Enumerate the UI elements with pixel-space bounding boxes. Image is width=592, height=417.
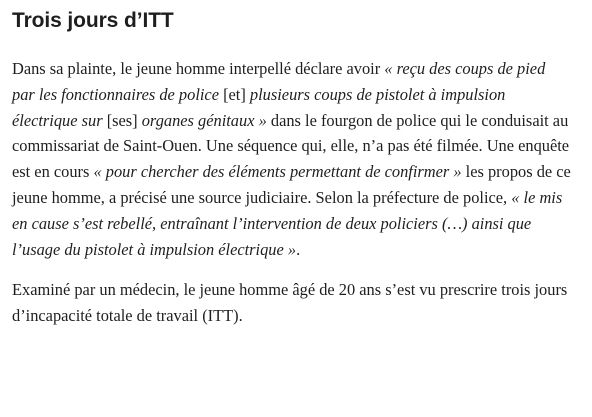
article-paragraph-2: Examiné par un médecin, le jeune homme âgé de 20 ans s’est vu prescrire trois jours d’incapacité totale de travail (ITT).	[12, 280, 568, 326]
quote-run: « pour chercher des éléments permettant de confirmer »	[93, 162, 462, 182]
text-run: [et]	[223, 84, 250, 104]
quote-run: « le mis en cause s’est rebellé, entraînant l’intervention de deux policiers (…) ainsi que l’usage du pistolet à impulsion électrique »	[12, 187, 563, 259]
quote-run: organes génitaux »	[141, 110, 267, 130]
text-run: dans le fourgon de police qui le conduisait au commissariat de Saint-Ouen. Une séquence qui, elle, n’a pas été filmée. Une enquête est en cours	[12, 110, 570, 182]
article	[12, 8, 572, 329]
quote-run: plusieurs coups de pistolet à impulsion électrique sur	[12, 84, 506, 130]
text-run: Dans sa plainte, le jeune homme interpellé déclare avoir	[12, 59, 385, 78]
text-run: les propos de ce jeune homme, a précisé une source judiciaire. Selon la préfecture de police,	[12, 162, 571, 207]
quote-run: « reçu des coups de pied par les fonctionnaires de police	[12, 59, 546, 104]
section-heading: Trois jours d’ITT	[12, 9, 174, 32]
text-run: [ses]	[106, 110, 142, 130]
text-run: .	[296, 239, 301, 259]
article-paragraph-1	[12, 56, 572, 262]
